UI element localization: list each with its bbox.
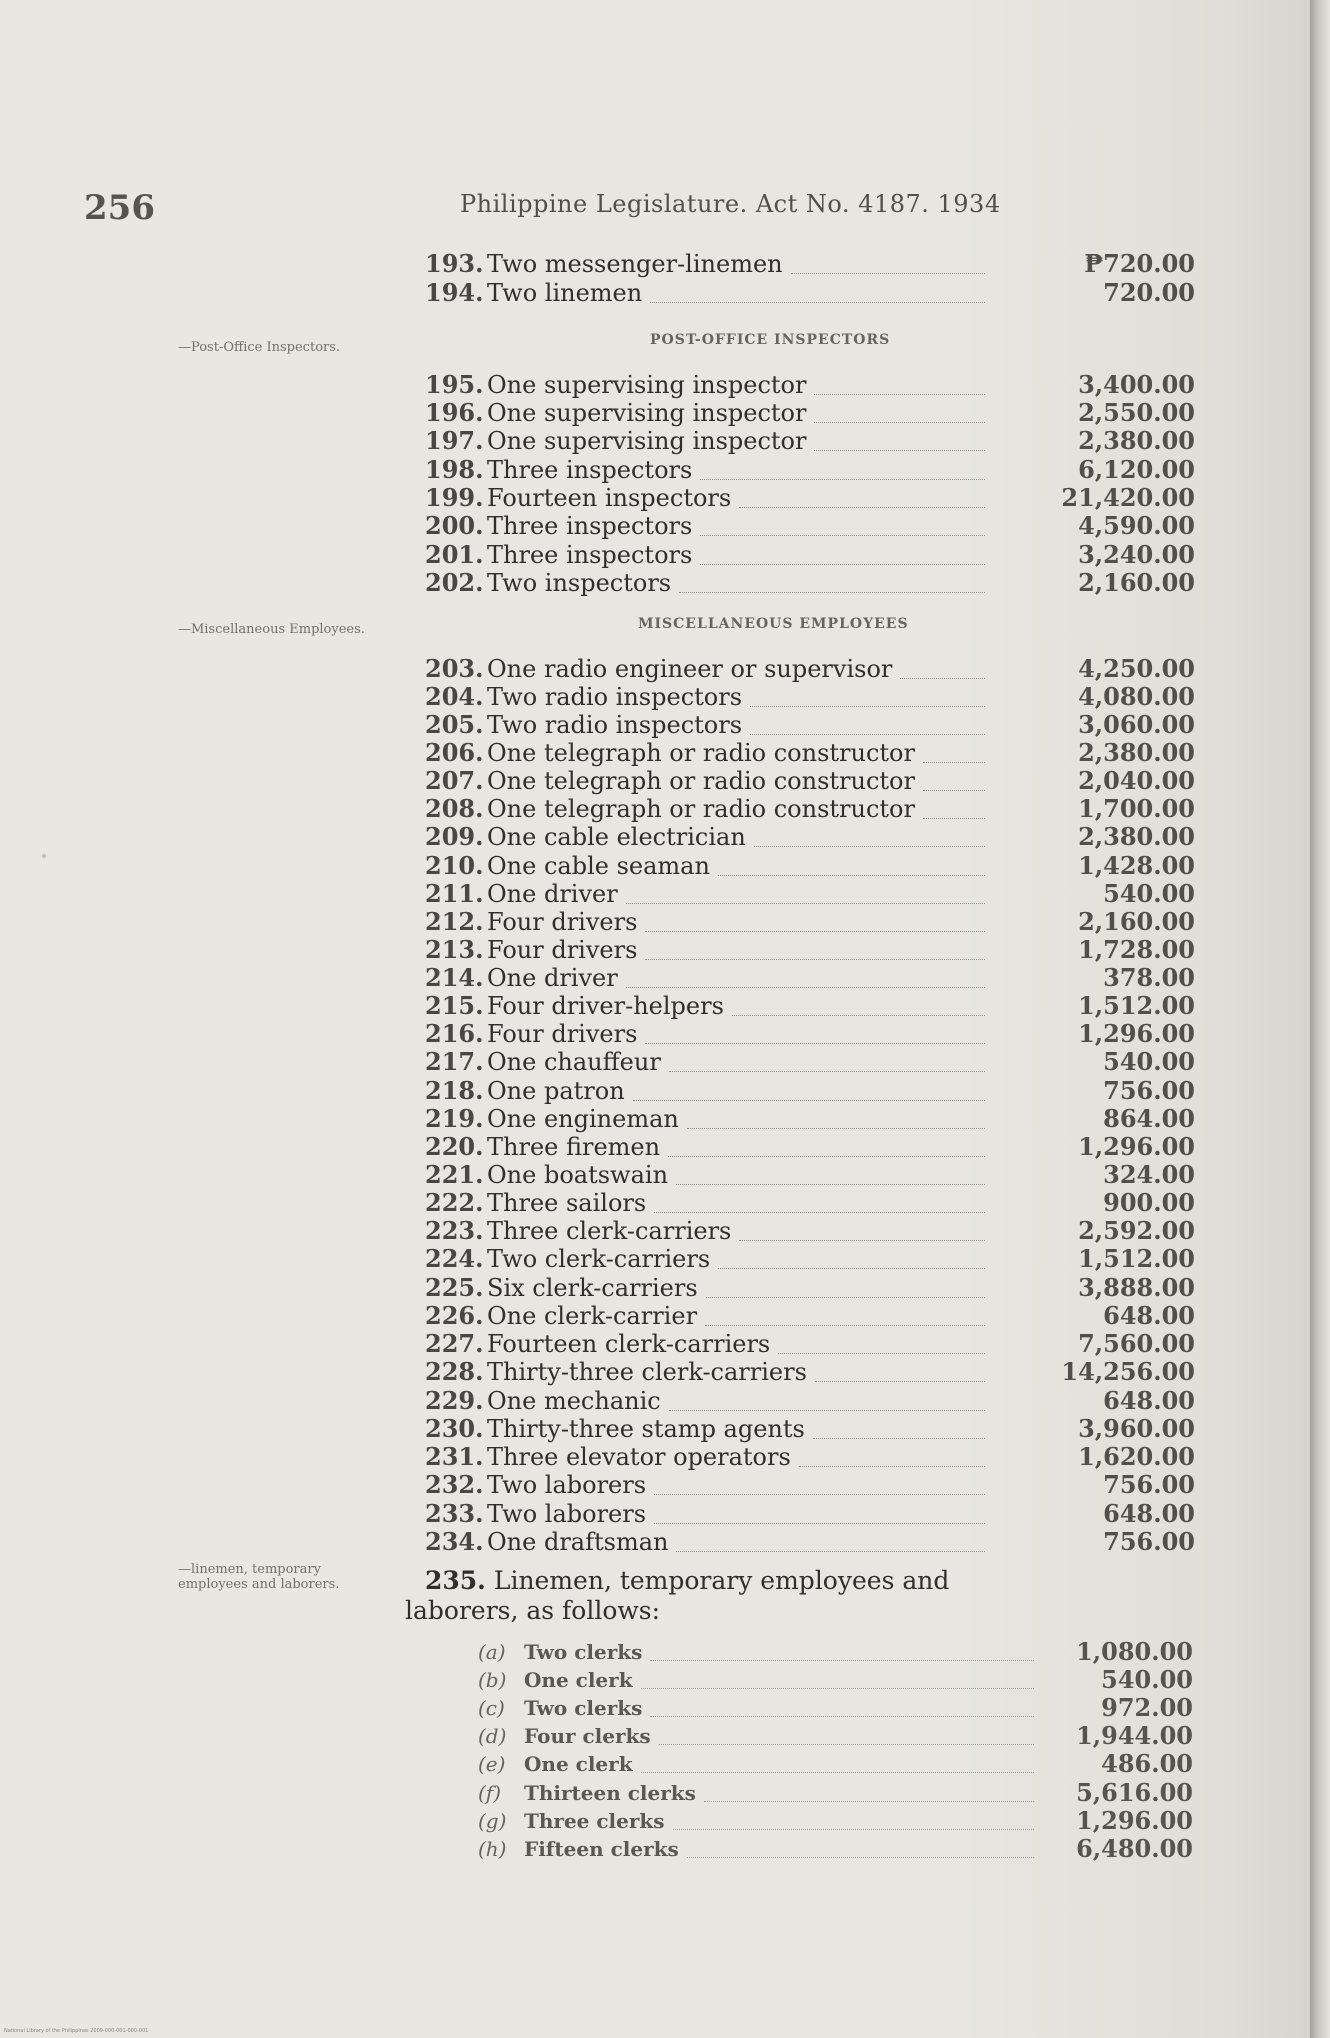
list-item — [425, 1302, 1195, 1330]
list-item — [425, 512, 1195, 540]
item-amount: 1,620.00 — [1078, 1442, 1195, 1471]
item-amount: 3,240.00 — [1078, 540, 1195, 569]
subitem-amount: 1,296.00 — [1076, 1806, 1193, 1835]
item-number: 202. — [425, 568, 484, 597]
item-number: 210. — [425, 851, 484, 880]
item-description: One clerk-carrier — [487, 1302, 698, 1330]
item-number: 200. — [425, 511, 484, 540]
item-description: Two radio inspectors — [487, 683, 743, 711]
list-item — [425, 1330, 1195, 1358]
item-description: Two radio inspectors — [487, 711, 743, 739]
item-number: 208. — [425, 794, 484, 823]
item-description: Four driver-helpers — [487, 992, 724, 1020]
subitem-description: Fifteen clerks — [524, 1837, 679, 1861]
item-amount: 1,428.00 — [1078, 851, 1195, 880]
subitem-description: One clerk — [524, 1752, 633, 1776]
list-item — [478, 1750, 1193, 1778]
item-description: Three inspectors — [487, 456, 693, 484]
item-number: 205. — [425, 710, 484, 739]
list-item — [425, 964, 1195, 992]
list-item — [425, 1077, 1195, 1105]
subitem-letter: (f) — [478, 1781, 502, 1805]
paragraph-text: Linemen, temporary employees and laborers, as follows: — [405, 1566, 950, 1625]
item-amount: 3,060.00 — [1078, 710, 1195, 739]
item-amount: 3,888.00 — [1078, 1273, 1195, 1302]
item-description: Two linemen — [487, 279, 643, 307]
item-number: 212. — [425, 907, 484, 936]
item-description: One mechanic — [487, 1387, 661, 1415]
item-description: Two laborers — [487, 1471, 647, 1499]
item-amount: 756.00 — [1103, 1076, 1195, 1105]
item-number: 213. — [425, 935, 484, 964]
list-item — [425, 1105, 1195, 1133]
list-item — [425, 1471, 1195, 1499]
subitem-description: One clerk — [524, 1668, 633, 1692]
list-item — [425, 1133, 1195, 1161]
subitem-amount: 5,616.00 — [1076, 1778, 1193, 1807]
subitem-amount: 1,944.00 — [1076, 1721, 1193, 1750]
item-number: 197. — [425, 426, 484, 455]
item-amount: 2,040.00 — [1078, 766, 1195, 795]
item-number: 218. — [425, 1076, 484, 1105]
library-footer-note: National Library of the Philippines 2009-000-001-000-001 — [4, 2028, 149, 2034]
margin-note-linemen: —linemen, temporary employees and laborers. — [178, 1562, 340, 1592]
item-number: 223. — [425, 1216, 484, 1245]
item-number: 196. — [425, 398, 484, 427]
item-amount: 648.00 — [1103, 1301, 1195, 1330]
item-description: One supervising inspector — [487, 427, 807, 455]
list-item — [425, 852, 1195, 880]
item-description: Three sailors — [487, 1189, 647, 1217]
section-heading-miscellaneous-employees: MISCELLANEOUS EMPLOYEES — [638, 616, 909, 632]
item-amount: 2,380.00 — [1078, 822, 1195, 851]
item-amount: 7,560.00 — [1078, 1329, 1195, 1358]
list-item — [425, 880, 1195, 908]
item-number: 216. — [425, 1019, 484, 1048]
item-number: 220. — [425, 1132, 484, 1161]
subitem-letter: (g) — [478, 1809, 507, 1833]
item-number: 222. — [425, 1188, 484, 1217]
list-item — [425, 1415, 1195, 1443]
item-number: 209. — [425, 822, 484, 851]
item-description: Four drivers — [487, 1020, 638, 1048]
list-item — [425, 371, 1195, 399]
item-amount: 2,550.00 — [1078, 398, 1195, 427]
item-number: 224. — [425, 1244, 484, 1273]
subitem-description: Two clerks — [524, 1696, 643, 1720]
item-description: Thirty-three stamp agents — [487, 1415, 805, 1443]
item-amount: 1,512.00 — [1078, 1244, 1195, 1273]
item-description: One telegraph or radio constructor — [487, 739, 915, 767]
item-description: One cable electrician — [487, 823, 746, 851]
list-item — [425, 992, 1195, 1020]
item-description: Fourteen clerk-carriers — [487, 1330, 771, 1358]
item-amount: 6,120.00 — [1078, 455, 1195, 484]
subitem-letter: (b) — [478, 1668, 507, 1692]
list-item — [425, 655, 1195, 683]
item-amount: 2,380.00 — [1078, 738, 1195, 767]
item-number: 226. — [425, 1301, 484, 1330]
item-number: 230. — [425, 1414, 484, 1443]
item-number: 229. — [425, 1386, 484, 1415]
item-amount: 3,960.00 — [1078, 1414, 1195, 1443]
list-item — [425, 795, 1195, 823]
subitem-letter: (a) — [478, 1640, 506, 1664]
page-binding-edge — [1310, 0, 1330, 2038]
item-amount: 648.00 — [1103, 1499, 1195, 1528]
item-description: Three elevator operators — [487, 1443, 791, 1471]
list-item — [425, 1217, 1195, 1245]
item-description: One patron — [487, 1077, 625, 1105]
item-description: One telegraph or radio constructor — [487, 767, 915, 795]
item-number: 217. — [425, 1047, 484, 1076]
item-amount: 21,420.00 — [1061, 483, 1195, 512]
list-item — [478, 1807, 1193, 1835]
list-item — [425, 250, 1195, 278]
subitem-amount: 972.00 — [1101, 1693, 1193, 1722]
item-description: Four drivers — [487, 936, 638, 964]
item-description: Six clerk-carriers — [487, 1274, 698, 1302]
item-amount: 378.00 — [1103, 963, 1195, 992]
item-description: Three inspectors — [487, 512, 693, 540]
item-amount: 540.00 — [1103, 879, 1195, 908]
list-item — [425, 908, 1195, 936]
subitem-amount: 540.00 — [1101, 1665, 1193, 1694]
list-item — [478, 1722, 1193, 1750]
item-description: One radio engineer or supervisor — [487, 655, 893, 683]
item-amount: 4,080.00 — [1078, 682, 1195, 711]
list-item — [425, 1443, 1195, 1471]
item-number: 201. — [425, 540, 484, 569]
item-number: 203. — [425, 654, 484, 683]
item-number: 193. — [425, 249, 484, 278]
item-amount: 2,160.00 — [1078, 907, 1195, 936]
item-description: One chauffeur — [487, 1048, 661, 1076]
item-number: 234. — [425, 1527, 484, 1556]
item-amount: 864.00 — [1103, 1104, 1195, 1133]
margin-note-miscellaneous-employees: —Miscellaneous Employees. — [178, 622, 365, 637]
item-number: 233. — [425, 1499, 484, 1528]
item-amount: 14,256.00 — [1061, 1357, 1195, 1386]
item-description: Two messenger-linemen — [487, 250, 783, 278]
item-amount: 2,592.00 — [1078, 1216, 1195, 1245]
item-amount: 2,160.00 — [1078, 568, 1195, 597]
subitem-letter: (e) — [478, 1752, 506, 1776]
item-amount: 4,250.00 — [1078, 654, 1195, 683]
item-description: One boatswain — [487, 1161, 669, 1189]
item-amount: 1,296.00 — [1078, 1019, 1195, 1048]
list-item — [425, 1528, 1195, 1556]
item-number: 204. — [425, 682, 484, 711]
item-description: Two clerk-carriers — [487, 1245, 711, 1273]
item-description: One draftsman — [487, 1528, 669, 1556]
list-item — [425, 1189, 1195, 1217]
list-item — [478, 1779, 1193, 1807]
item-description: Thirty-three clerk-carriers — [487, 1358, 807, 1386]
list-item — [425, 569, 1195, 597]
subitem-amount: 486.00 — [1101, 1749, 1193, 1778]
list-item — [425, 739, 1195, 767]
item-amount: 1,728.00 — [1078, 935, 1195, 964]
item-description: Three clerk-carriers — [487, 1217, 732, 1245]
item-description: Two inspectors — [487, 569, 672, 597]
item-number: 227. — [425, 1329, 484, 1358]
item-amount: 1,296.00 — [1078, 1132, 1195, 1161]
list-item — [425, 767, 1195, 795]
item-description: One telegraph or radio constructor — [487, 795, 915, 823]
paragraph-number: 235. — [425, 1566, 486, 1595]
list-item — [425, 427, 1195, 455]
item-amount: 4,590.00 — [1078, 511, 1195, 540]
item-number: 194. — [425, 278, 484, 307]
item-amount: ₱720.00 — [1084, 249, 1195, 278]
item-description: Three inspectors — [487, 541, 693, 569]
list-item — [425, 1500, 1195, 1528]
list-item — [425, 1161, 1195, 1189]
subitem-description: Thirteen clerks — [524, 1781, 696, 1805]
item-number: 211. — [425, 879, 484, 908]
item-description: One driver — [487, 964, 618, 992]
item-description: Three firemen — [487, 1133, 661, 1161]
item-number: 221. — [425, 1160, 484, 1189]
list-item — [425, 484, 1195, 512]
subitem-description: Two clerks — [524, 1640, 643, 1664]
item-amount: 1,700.00 — [1078, 794, 1195, 823]
item-amount: 756.00 — [1103, 1470, 1195, 1499]
item-number: 199. — [425, 483, 484, 512]
list-item — [425, 823, 1195, 851]
subitem-letter: (c) — [478, 1696, 505, 1720]
list-item — [425, 1245, 1195, 1273]
subitem-letter: (h) — [478, 1837, 507, 1861]
item-number: 231. — [425, 1442, 484, 1471]
list-item — [425, 1048, 1195, 1076]
item-number: 214. — [425, 963, 484, 992]
page-number: 256 — [84, 188, 155, 228]
list-item — [425, 936, 1195, 964]
item-number: 228. — [425, 1357, 484, 1386]
item-number: 219. — [425, 1104, 484, 1133]
item-description: One engineman — [487, 1105, 679, 1133]
list-item — [478, 1835, 1193, 1863]
list-item — [425, 399, 1195, 427]
list-item — [425, 683, 1195, 711]
margin-note-post-office-inspectors: —Post-Office Inspectors. — [178, 340, 341, 355]
item-amount: 720.00 — [1103, 278, 1195, 307]
list-item — [425, 1274, 1195, 1302]
subitem-amount: 1,080.00 — [1076, 1637, 1193, 1666]
item-description: One supervising inspector — [487, 399, 807, 427]
item-number: 232. — [425, 1470, 484, 1499]
list-item — [425, 1020, 1195, 1048]
item-amount: 1,512.00 — [1078, 991, 1195, 1020]
item-number: 215. — [425, 991, 484, 1020]
item-amount: 2,380.00 — [1078, 426, 1195, 455]
paragraph-235 — [405, 1566, 1015, 1626]
item-amount: 324.00 — [1103, 1160, 1195, 1189]
subitem-letter: (d) — [478, 1724, 507, 1748]
list-item — [425, 711, 1195, 739]
item-description: Two laborers — [487, 1500, 647, 1528]
list-item — [425, 1387, 1195, 1415]
item-amount: 3,400.00 — [1078, 370, 1195, 399]
item-amount: 540.00 — [1103, 1047, 1195, 1076]
list-item — [478, 1694, 1193, 1722]
item-number: 195. — [425, 370, 484, 399]
list-item — [425, 279, 1195, 307]
running-head: Philippine Legislature. Act No. 4187. 1934 — [460, 190, 1001, 218]
section-heading-post-office-inspectors: POST-OFFICE INSPECTORS — [650, 332, 891, 348]
subitem-description: Four clerks — [524, 1724, 651, 1748]
item-description: Fourteen inspectors — [487, 484, 732, 512]
item-number: 198. — [425, 455, 484, 484]
item-number: 206. — [425, 738, 484, 767]
item-description: One cable seaman — [487, 852, 710, 880]
item-amount: 648.00 — [1103, 1386, 1195, 1415]
subitem-amount: 6,480.00 — [1076, 1834, 1193, 1863]
item-amount: 756.00 — [1103, 1527, 1195, 1556]
item-description: Four drivers — [487, 908, 638, 936]
list-item — [425, 541, 1195, 569]
subitem-description: Three clerks — [524, 1809, 665, 1833]
list-item — [478, 1666, 1193, 1694]
item-number: 225. — [425, 1273, 484, 1302]
item-description: One supervising inspector — [487, 371, 807, 399]
item-number: 207. — [425, 766, 484, 795]
item-description: One driver — [487, 880, 618, 908]
list-item — [425, 456, 1195, 484]
item-amount: 900.00 — [1103, 1188, 1195, 1217]
list-item — [478, 1638, 1193, 1666]
scan-speck — [42, 854, 46, 858]
list-item — [425, 1358, 1195, 1386]
